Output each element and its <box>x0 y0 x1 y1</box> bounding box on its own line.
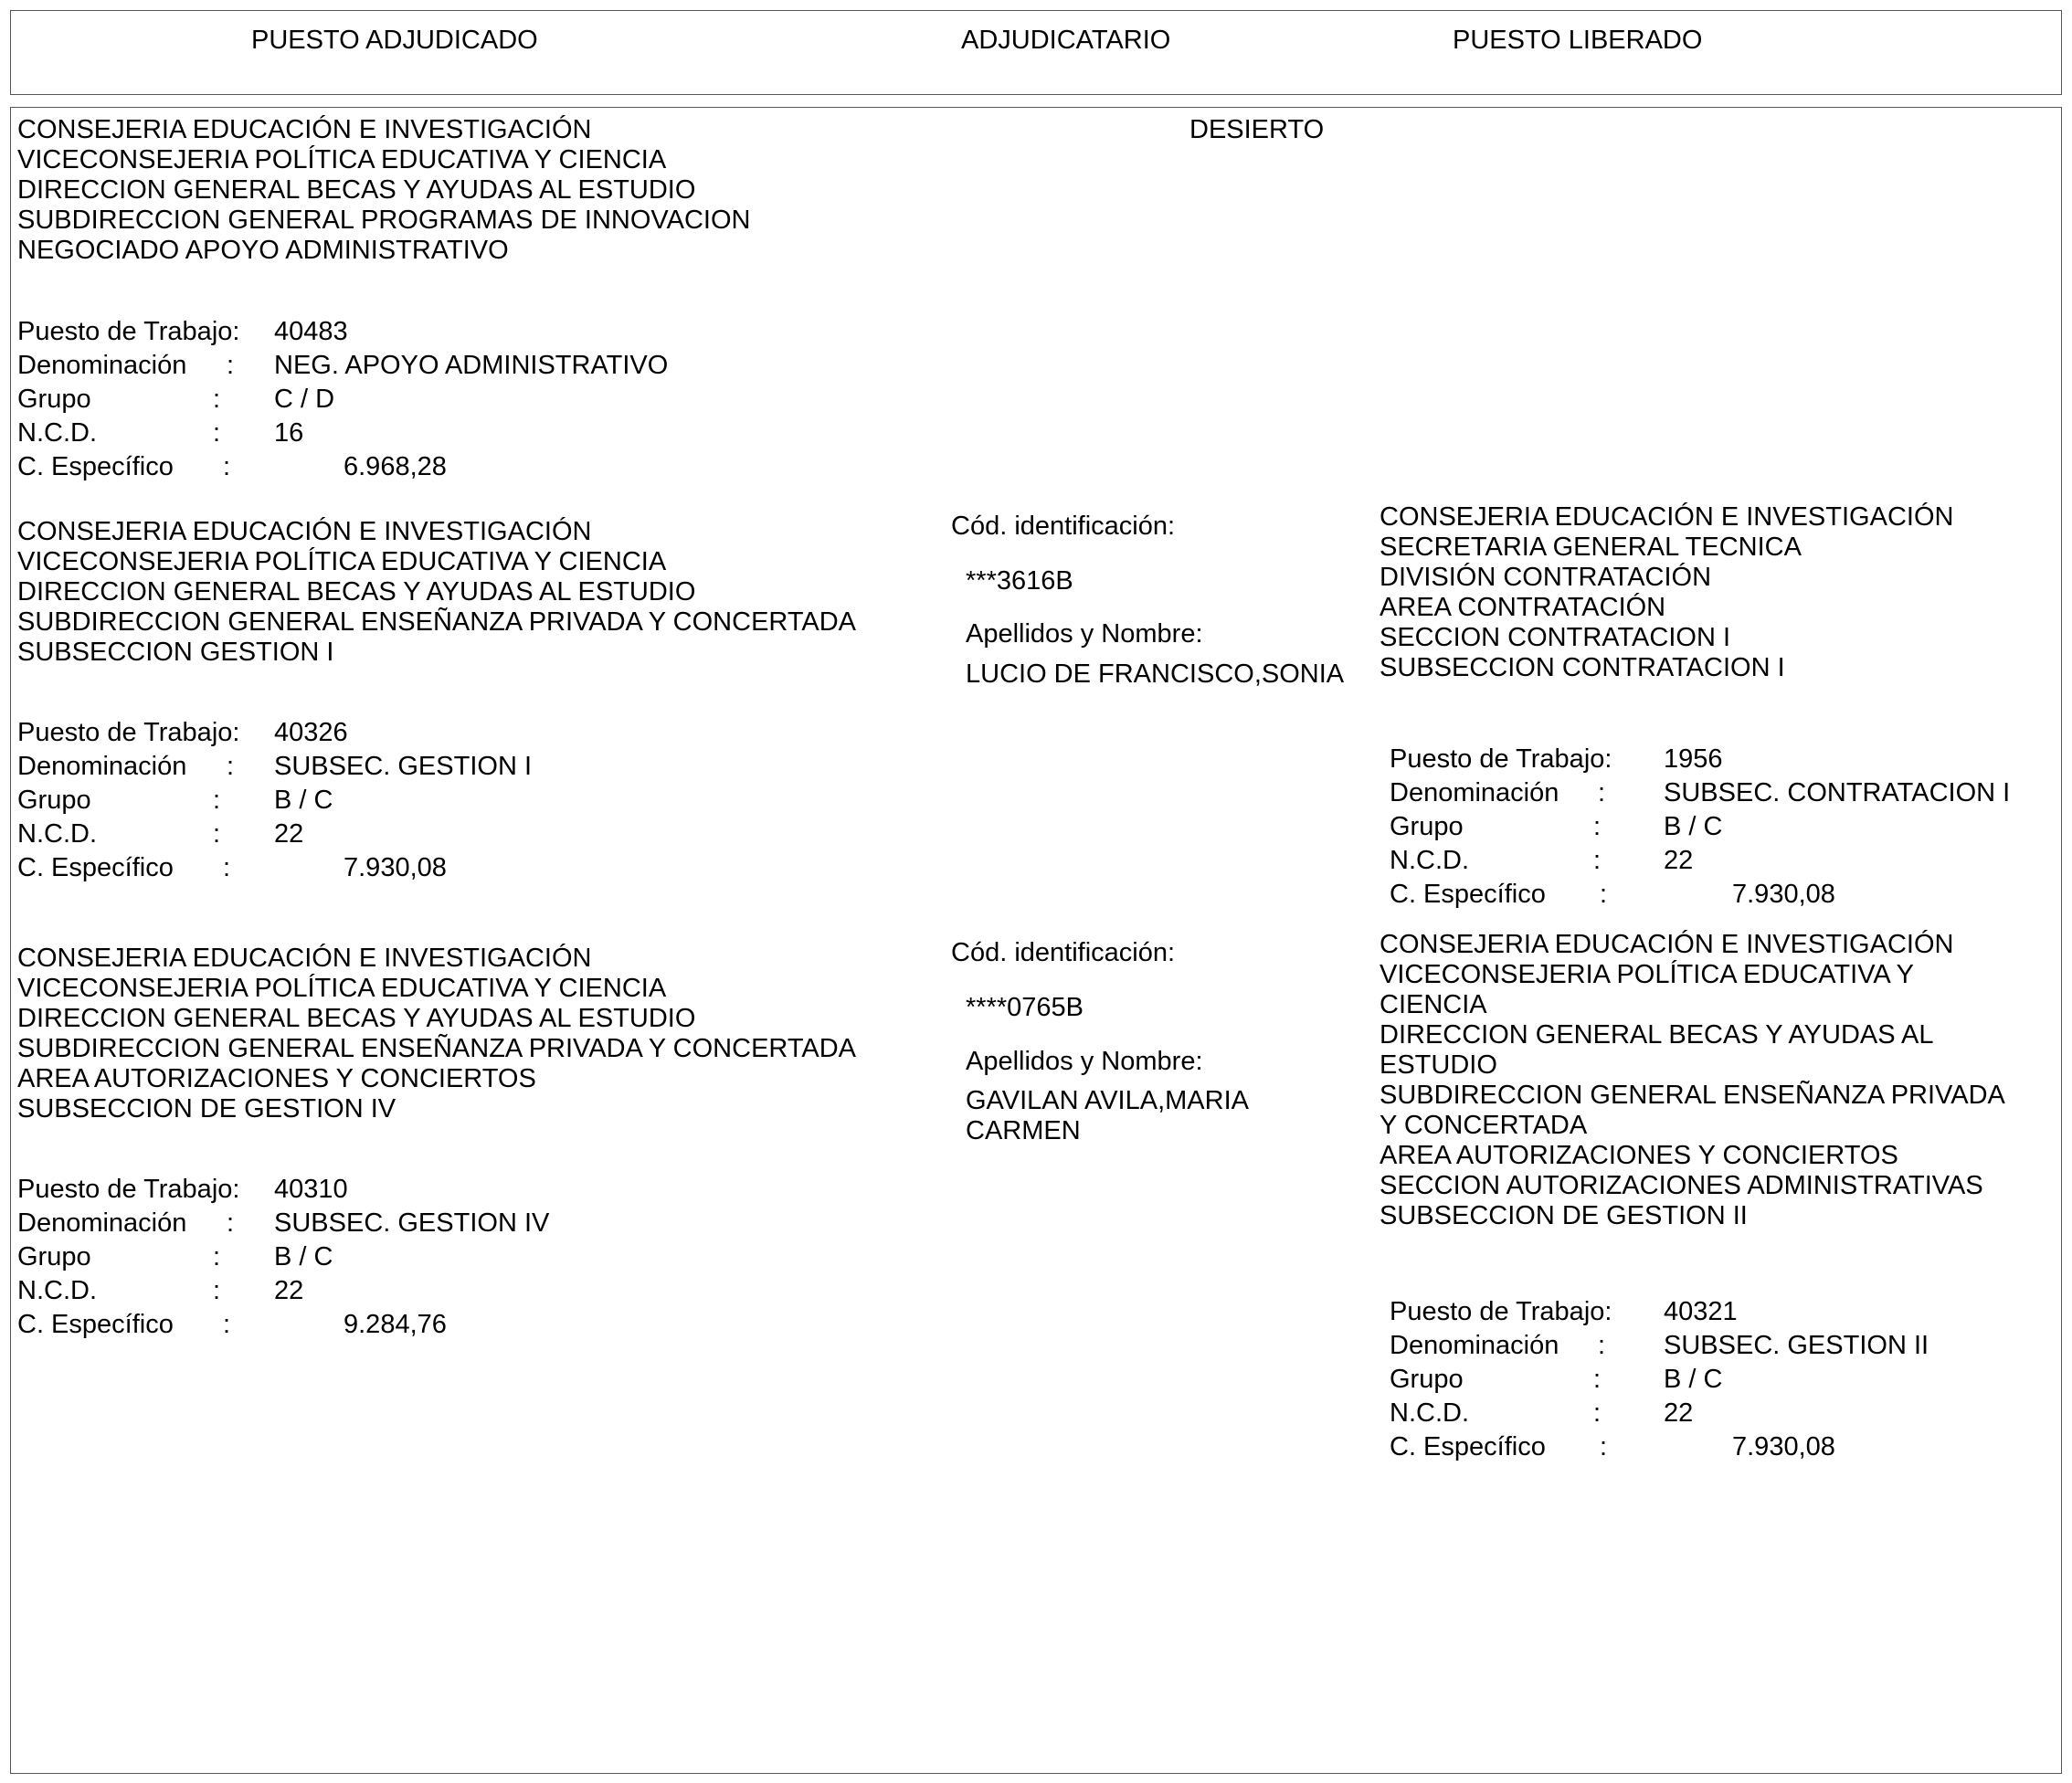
field-value: SUBSEC. GESTION I <box>274 752 532 781</box>
field-value: 40483 <box>274 317 348 346</box>
field-value: 7.930,08 <box>1732 880 1835 909</box>
field-puesto-de-trabajo <box>1390 744 2047 778</box>
field-puesto-de-trabajo <box>1390 1297 2047 1331</box>
field-label: N.C.D. <box>1390 1398 1469 1428</box>
org-line: SUBSECCION GESTION I <box>17 638 334 667</box>
nombre-line: CARMEN <box>966 1116 1081 1145</box>
field-denominacion <box>17 351 840 385</box>
field-value: 22 <box>274 819 304 849</box>
field-label: C. Específico <box>17 853 174 882</box>
field-c-especifico <box>17 853 840 887</box>
org-line: AREA AUTORIZACIONES Y CONCIERTOS <box>1380 1141 1898 1170</box>
entry-3-nombre-value <box>966 1086 1249 1146</box>
entry-1-adjudicado-org <box>17 115 750 266</box>
field-label: C. Específico <box>1390 1432 1546 1461</box>
field-label: C. Específico <box>17 1310 174 1339</box>
field-grupo <box>17 786 840 819</box>
field-c-especifico <box>17 452 840 486</box>
field-value: C / D <box>274 385 335 414</box>
field-colon: : <box>1593 1398 1602 1428</box>
field-colon: : <box>213 1276 221 1305</box>
field-denominacion <box>17 1208 840 1242</box>
org-line: CIENCIA <box>1380 990 1487 1019</box>
field-c-especifico <box>1390 880 2047 913</box>
field-colon: : <box>227 1208 235 1238</box>
field-label: N.C.D. <box>17 1276 97 1305</box>
field-value: SUBSEC. CONTRATACION I <box>1664 778 2011 807</box>
org-line: ESTUDIO <box>1380 1050 1497 1080</box>
field-grupo <box>17 385 840 418</box>
entry-2-nombre-value: LUCIO DE FRANCISCO,SONIA <box>966 659 1345 689</box>
org-line: DIRECCION GENERAL BECAS Y AYUDAS AL <box>1380 1020 1934 1050</box>
entry-2-cod-value: ***3616B <box>966 566 1073 596</box>
entry-1-adjudicado-fields <box>17 317 840 486</box>
org-line: SUBSECCION DE GESTION II <box>1380 1201 1748 1230</box>
field-label: Grupo <box>1390 812 1464 841</box>
field-label: Puesto de Trabajo: <box>17 1175 240 1204</box>
org-line: VICECONSEJERIA POLÍTICA EDUCATIVA Y <box>1380 960 1914 989</box>
field-label: Puesto de Trabajo: <box>1390 744 1612 774</box>
field-label: Puesto de Trabajo: <box>17 317 240 346</box>
field-value: 40326 <box>274 718 348 747</box>
field-value: 22 <box>1664 846 1694 875</box>
field-value: B / C <box>274 1242 333 1271</box>
entry-3-adjudicado-org <box>17 944 856 1124</box>
field-colon: : <box>1600 880 1608 909</box>
field-colon: : <box>227 752 235 781</box>
org-line: CONSEJERIA EDUCACIÓN E INVESTIGACIÓN <box>1380 930 1954 959</box>
field-colon: : <box>1593 1365 1602 1394</box>
field-puesto-de-trabajo <box>17 718 840 752</box>
field-c-especifico <box>17 1310 840 1344</box>
org-line: AREA CONTRATACIÓN <box>1380 593 1666 622</box>
org-line: DIRECCION GENERAL BECAS Y AYUDAS AL ESTUDIO <box>17 577 696 607</box>
entry-3-cod-label: Cód. identificación: <box>951 938 1176 967</box>
entry-1-adjudicatario-status: DESIERTO <box>1189 115 1325 144</box>
org-line: VICECONSEJERIA POLÍTICA EDUCATIVA Y CIENCIA <box>17 974 667 1003</box>
org-line: SECRETARIA GENERAL TECNICA <box>1380 533 1802 562</box>
field-value: 16 <box>274 418 304 448</box>
org-line: Y CONCERTADA <box>1380 1111 1588 1140</box>
org-line: VICECONSEJERIA POLÍTICA EDUCATIVA Y CIENCIA <box>17 145 667 174</box>
field-label: N.C.D. <box>1390 846 1469 875</box>
org-line: SUBSECCION CONTRATACION I <box>1380 653 1785 682</box>
field-value: 22 <box>274 1276 304 1305</box>
field-colon: : <box>213 385 221 414</box>
field-value: 22 <box>1664 1398 1694 1428</box>
field-value: NEG. APOYO ADMINISTRATIVO <box>274 351 669 380</box>
org-line: SUBDIRECCION GENERAL ENSEÑANZA PRIVADA Y CONCERTADA <box>17 607 857 637</box>
field-label: Grupo <box>1390 1365 1464 1394</box>
field-label: Denominación <box>17 351 187 380</box>
field-grupo <box>1390 812 2047 846</box>
field-label: Grupo <box>17 1242 91 1271</box>
field-denominacion <box>17 752 840 786</box>
org-line: SUBSECCION DE GESTION IV <box>17 1094 396 1124</box>
org-line: SUBDIRECCION GENERAL ENSEÑANZA PRIVADA <box>1380 1081 2005 1110</box>
field-colon: : <box>227 351 235 380</box>
entry-2-liberado-fields <box>1390 744 2047 913</box>
field-value: 1956 <box>1664 744 1723 774</box>
field-denominacion <box>1390 1331 2047 1365</box>
field-ncd <box>17 1276 840 1310</box>
org-line: SECCION AUTORIZACIONES ADMINISTRATIVAS <box>1380 1171 1983 1200</box>
entry-2-adjudicado-fields <box>17 718 840 887</box>
field-colon: : <box>223 452 231 481</box>
header-puesto-liberado: PUESTO LIBERADO <box>1453 26 1703 55</box>
field-grupo <box>17 1242 840 1276</box>
field-value: B / C <box>1664 1365 1723 1394</box>
entry-2-nombre-label: Apellidos y Nombre: <box>966 619 1203 649</box>
nombre-line: GAVILAN AVILA,MARIA <box>966 1086 1249 1115</box>
field-label: Grupo <box>17 786 91 815</box>
field-value: B / C <box>1664 812 1723 841</box>
field-ncd <box>17 418 840 452</box>
field-value: 7.930,08 <box>344 853 447 882</box>
field-colon: : <box>223 853 231 882</box>
field-label: Denominación <box>17 1208 187 1238</box>
org-line: VICECONSEJERIA POLÍTICA EDUCATIVA Y CIENCIA <box>17 547 667 576</box>
field-colon: : <box>213 1242 221 1271</box>
entry-2-adjudicado-org <box>17 517 856 668</box>
org-line: CONSEJERIA EDUCACIÓN E INVESTIGACIÓN <box>17 517 592 546</box>
field-value: B / C <box>274 786 333 815</box>
org-line: CONSEJERIA EDUCACIÓN E INVESTIGACIÓN <box>17 944 592 973</box>
org-line: DIVISIÓN CONTRATACIÓN <box>1380 563 1712 592</box>
entry-3-cod-value: ****0765B <box>966 993 1084 1022</box>
org-line: SECCION CONTRATACION I <box>1380 623 1730 652</box>
field-puesto-de-trabajo <box>17 317 840 351</box>
field-colon: : <box>1593 812 1602 841</box>
org-line: SUBDIRECCION GENERAL PROGRAMAS DE INNOVACION <box>17 206 751 235</box>
org-line: DIRECCION GENERAL BECAS Y AYUDAS AL ESTUDIO <box>17 1004 696 1033</box>
field-label: N.C.D. <box>17 418 97 448</box>
field-label: Grupo <box>17 385 91 414</box>
field-label: Denominación <box>1390 778 1559 807</box>
field-colon: : <box>1600 1432 1608 1461</box>
field-value: 40310 <box>274 1175 348 1204</box>
field-label: Denominación <box>1390 1331 1559 1360</box>
org-line: NEGOCIADO APOYO ADMINISTRATIVO <box>17 236 509 265</box>
field-label: Puesto de Trabajo: <box>1390 1297 1612 1326</box>
field-puesto-de-trabajo <box>17 1175 840 1208</box>
entry-3-nombre-label: Apellidos y Nombre: <box>966 1047 1203 1076</box>
org-line: CONSEJERIA EDUCACIÓN E INVESTIGACIÓN <box>17 115 592 144</box>
field-value: 40321 <box>1664 1297 1738 1326</box>
field-ncd <box>17 819 840 853</box>
header-adjudicatario: ADJUDICATARIO <box>961 26 1171 55</box>
field-ncd <box>1390 846 2047 880</box>
field-colon: : <box>213 418 221 448</box>
entry-2-cod-label: Cód. identificación: <box>951 512 1176 541</box>
org-line: CONSEJERIA EDUCACIÓN E INVESTIGACIÓN <box>1380 502 1954 532</box>
field-value: 9.284,76 <box>344 1310 447 1339</box>
field-value: SUBSEC. GESTION IV <box>274 1208 550 1238</box>
org-line: SUBDIRECCION GENERAL ENSEÑANZA PRIVADA Y CONCERTADA <box>17 1034 857 1063</box>
entry-3-adjudicado-fields <box>17 1175 840 1344</box>
field-denominacion <box>1390 778 2047 812</box>
field-label: C. Específico <box>17 452 174 481</box>
header-puesto-adjudicado: PUESTO ADJUDICADO <box>251 26 538 55</box>
field-value: 6.968,28 <box>344 452 447 481</box>
field-c-especifico <box>1390 1432 2047 1466</box>
field-ncd <box>1390 1398 2047 1432</box>
field-colon: : <box>1593 846 1602 875</box>
field-value: 7.930,08 <box>1732 1432 1835 1461</box>
field-colon: : <box>223 1310 231 1339</box>
entry-2-liberado-org <box>1380 502 1953 683</box>
org-line: DIRECCION GENERAL BECAS Y AYUDAS AL ESTUDIO <box>17 175 696 205</box>
field-grupo <box>1390 1365 2047 1398</box>
field-label: C. Específico <box>1390 880 1546 909</box>
field-colon: : <box>213 819 221 849</box>
field-label: Denominación <box>17 752 187 781</box>
field-label: Puesto de Trabajo: <box>17 718 240 747</box>
entry-3-liberado-org <box>1380 930 2005 1231</box>
entry-3-liberado-fields <box>1390 1297 2047 1466</box>
field-colon: : <box>1598 1331 1606 1360</box>
field-value: SUBSEC. GESTION II <box>1664 1331 1929 1360</box>
field-colon: : <box>213 786 221 815</box>
field-colon: : <box>1598 778 1606 807</box>
field-label: N.C.D. <box>17 819 97 849</box>
org-line: AREA AUTORIZACIONES Y CONCIERTOS <box>17 1064 536 1093</box>
